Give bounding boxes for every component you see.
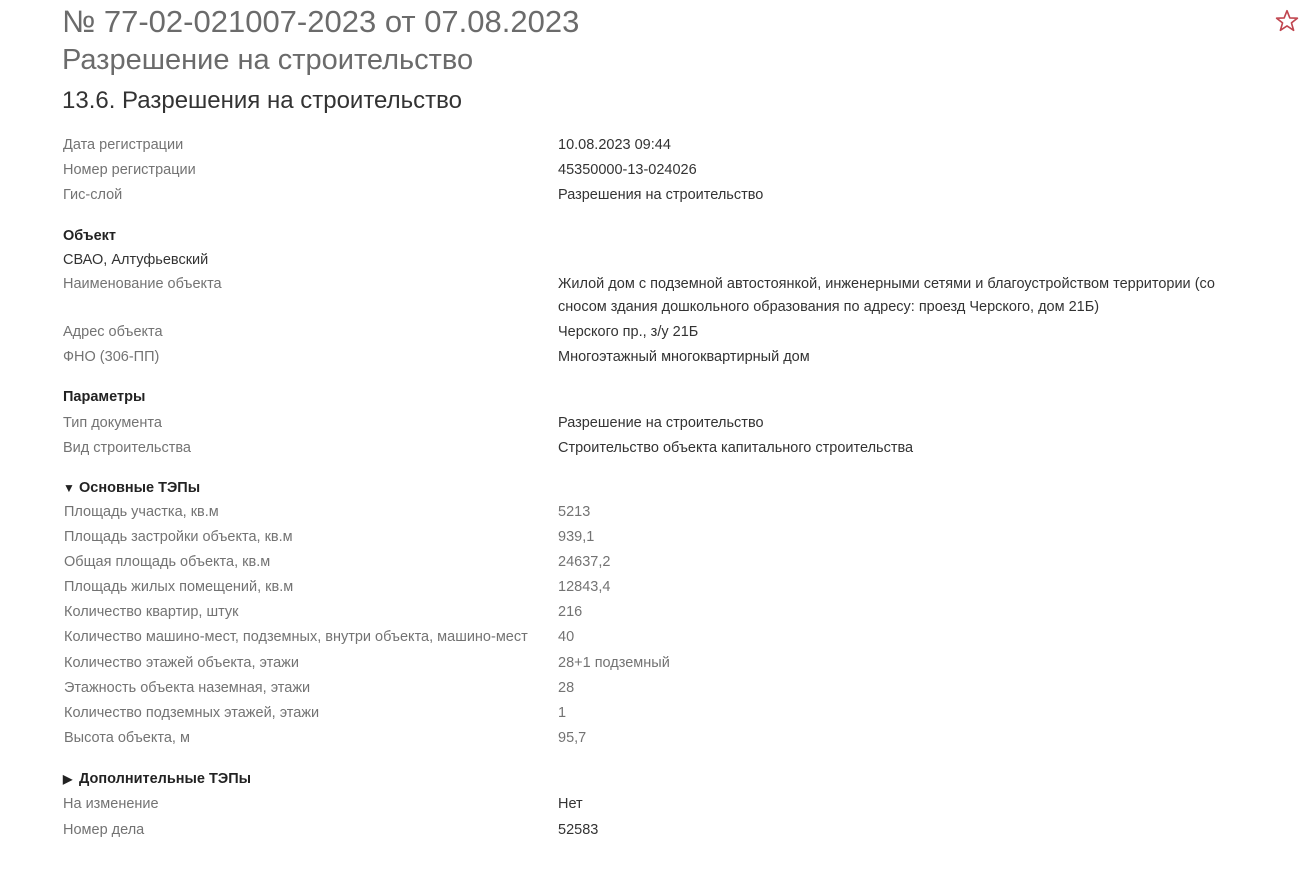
field-value: 40 bbox=[558, 629, 575, 645]
main-teps-toggle[interactable] bbox=[63, 477, 200, 499]
extra-teps-heading: Дополнительные ТЭПы bbox=[79, 771, 252, 787]
field-label: Площадь участка, кв.м bbox=[64, 504, 219, 520]
field-label: Количество подземных этажей, этажи bbox=[64, 705, 320, 721]
field-value: Нет bbox=[558, 796, 583, 812]
field-row-on-change bbox=[0, 793, 1305, 815]
field-value: Разрешение на строительство bbox=[558, 415, 764, 431]
field-value: Разрешения на строительство bbox=[558, 187, 764, 203]
field-label: Тип документа bbox=[63, 415, 162, 431]
field-label: Общая площадь объекта, кв.м bbox=[64, 554, 271, 570]
triangle-right-icon: ▶ bbox=[63, 772, 73, 786]
field-label: На изменение bbox=[63, 796, 159, 812]
field-row-object-address bbox=[0, 321, 1305, 343]
tep-row bbox=[0, 626, 1305, 648]
field-row-object-name bbox=[0, 273, 1305, 319]
field-value: 45350000-13-024026 bbox=[558, 162, 697, 178]
field-label: Номер регистрации bbox=[63, 162, 196, 178]
field-label: Площадь застройки объекта, кв.м bbox=[64, 529, 293, 545]
extra-teps-toggle[interactable] bbox=[63, 768, 251, 790]
field-label: Площадь жилых помещений, кв.м bbox=[64, 579, 294, 595]
field-label: Гис-слой bbox=[63, 187, 123, 203]
field-value: 28+1 подземный bbox=[558, 655, 670, 671]
field-row-gis-layer bbox=[0, 184, 1305, 206]
field-label: Адрес объекта bbox=[63, 324, 163, 340]
page-title-number: № 77-02-021007-2023 от 07.08.2023 bbox=[62, 4, 580, 39]
field-value: Жилой дом с подземной автостоянкой, инженерными сетями и благоустройством территории (со сносом здания дошкольного образования по адресу: проезд Черского, дом 21Б) bbox=[558, 276, 1215, 315]
field-label: Количество этажей объекта, этажи bbox=[64, 655, 299, 671]
field-value: Строительство объекта капитального строительства bbox=[558, 440, 914, 456]
field-value: 1 bbox=[558, 705, 567, 721]
field-label: Наименование объекта bbox=[63, 276, 222, 292]
section-heading-object: Объект bbox=[63, 228, 117, 244]
page-title-category: 13.6. Разрешения на строительство bbox=[62, 87, 462, 114]
field-value: 28 bbox=[558, 680, 575, 696]
page-title-doc-type: Разрешение на строительство bbox=[62, 44, 474, 76]
field-row-construction-kind bbox=[0, 437, 1305, 459]
tep-row bbox=[0, 576, 1305, 598]
tep-row bbox=[0, 501, 1305, 523]
tep-row bbox=[0, 702, 1305, 724]
field-label: ФНО (306-ПП) bbox=[63, 349, 160, 365]
field-value: 5213 bbox=[558, 504, 591, 520]
tep-row bbox=[0, 601, 1305, 623]
field-value: 95,7 bbox=[558, 730, 587, 746]
tep-row bbox=[0, 727, 1305, 749]
section-heading-params: Параметры bbox=[63, 389, 146, 405]
field-value: 24637,2 bbox=[558, 554, 611, 570]
field-label: Номер дела bbox=[63, 822, 145, 838]
tep-row bbox=[0, 652, 1305, 674]
field-value: 216 bbox=[558, 604, 583, 620]
field-value: 939,1 bbox=[558, 529, 595, 545]
object-district: СВАО, Алтуфьевский bbox=[63, 252, 209, 268]
field-label: Вид строительства bbox=[63, 440, 191, 456]
field-row-registration-number bbox=[0, 159, 1305, 181]
field-value: Многоэтажный многоквартирный дом bbox=[558, 349, 810, 365]
field-row-document-type bbox=[0, 412, 1305, 434]
field-label: Высота объекта, м bbox=[64, 730, 190, 746]
main-teps-heading: Основные ТЭПы bbox=[79, 480, 201, 496]
field-label: Количество машино-мест, подземных, внутри объекта, машино-мест bbox=[64, 629, 528, 645]
field-label: Этажность объекта наземная, этажи bbox=[64, 680, 311, 696]
triangle-down-icon: ▼ bbox=[63, 481, 75, 495]
tep-row bbox=[0, 526, 1305, 548]
field-label: Дата регистрации bbox=[63, 137, 184, 153]
field-label: Количество квартир, штук bbox=[64, 604, 239, 620]
tep-row bbox=[0, 677, 1305, 699]
field-value: 52583 bbox=[558, 822, 599, 838]
field-row-case-number bbox=[0, 819, 1305, 841]
tep-row bbox=[0, 551, 1305, 573]
field-value: Черского пр., з/у 21Б bbox=[558, 324, 699, 340]
field-row-registration-date bbox=[0, 134, 1305, 156]
field-row-fno bbox=[0, 346, 1305, 368]
field-value: 10.08.2023 09:44 bbox=[558, 137, 671, 153]
field-value: 12843,4 bbox=[558, 579, 611, 595]
